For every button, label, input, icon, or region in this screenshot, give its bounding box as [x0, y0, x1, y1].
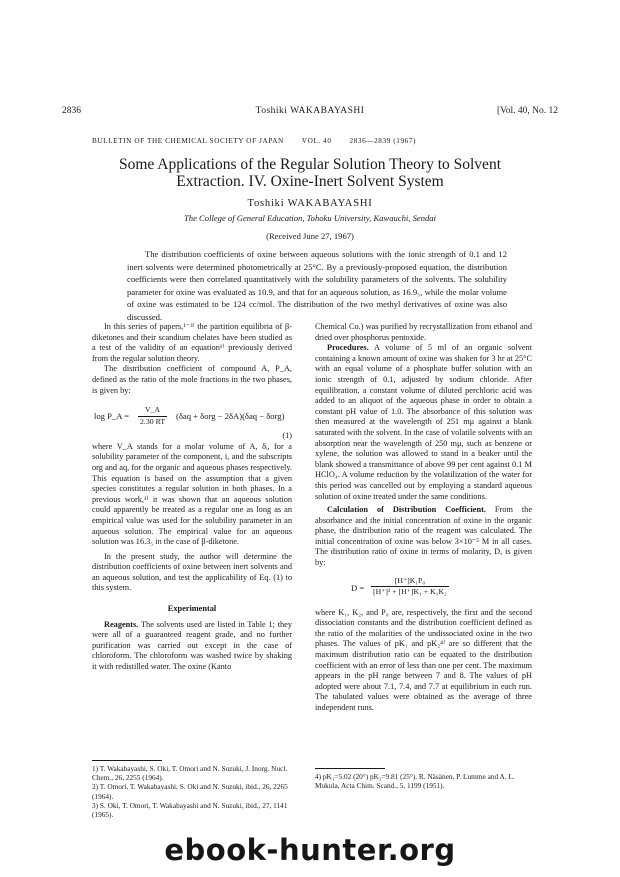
volume-issue: [Vol. 40, No. 12 — [496, 106, 558, 116]
left-column — [92, 322, 292, 673]
title-line-2: Extraction. IV. Oxine-Inert Solvent System — [176, 173, 444, 190]
journal-line — [92, 137, 416, 145]
eq1-fraction — [138, 405, 167, 427]
present-study-paragraph: In the present study, the author will determine the distribution coefficients of oxine between inert solvents and an aqueous solution, and test the applicability of Eq. (1) to this system. — [92, 551, 292, 593]
eq2-lhs: D = — [351, 582, 365, 593]
equation-1 — [92, 405, 292, 429]
journal-volume: VOL. 40 — [301, 137, 332, 145]
equation-2 — [315, 576, 532, 602]
received-date: (Received June 27, 1967) — [266, 231, 354, 241]
reagents-text: The solvents used are listed in Table 1; they were all of a guaranteed reagent grade, and no further purification was carried out except in the case of chloroform. The chloroform was washed twice by shaking it with redistilled water. The oxine (Kanto — [92, 619, 292, 672]
footnote-rule-left — [92, 760, 162, 761]
paper-title — [62, 156, 558, 190]
affiliation: The College of General Education, Tohoku University, Kawauchi, Sendai — [184, 213, 436, 223]
title-line-1: Some Applications of the Regular Solution Theory to Solvent — [118, 156, 501, 173]
where-paragraph: where V_A stands for a molar volume of A, δᵢ, for a solubility parameter of the component, i, and the subscripts org and aq, for the organic and aqueous phases respectively. This equation is based on the assumption that a given species constitutes a regular solution in both phases. In a previous work,¹⁾ it was shown that an aqueous solution could apparently be treated as a regular one as long as an empirical value was used for the solubility parameter in an aqueous solution. The empirical value for an aqueous solution was 16.3₅ in the case of β-diketone. — [92, 441, 292, 547]
left-footnotes — [92, 764, 292, 819]
procedures-label: Procedures. — [327, 343, 369, 353]
eq2-numerator: [H⁺]K₁P₀ — [371, 576, 449, 588]
watermark: ebook-hunter.org — [164, 833, 456, 867]
reagents-label: Reagents. — [104, 619, 139, 629]
eq1-rhs: (δaq + δorg − 2δA)(δaq − δorg) — [176, 411, 285, 422]
eq2-denominator: [H⁺]² + [H⁺]K₁ + K₁K₂ — [373, 587, 447, 597]
calculation-text: From the absorbance and the initial concentration of oxine in the organic phase, the distribution ratio of the reagent was calculated. The initial concentration of oxine was below 3×10⁻⁵ M in all cases. The distribution ratio of oxine in terms of molarity, D, is given by: — [315, 505, 532, 568]
footnote-1: 1) T. Wakabayashi, S. Oki, T. Omori and N. Suzuki, J. Inorg. Nucl. Chem., 26, 2255 (1964). — [92, 764, 288, 783]
continuation-paragraph: Chemical Co.) was purified by recrystallization from ethanol and dried over phosphorus pentoxide. — [315, 322, 532, 342]
eq2-fraction — [371, 576, 449, 598]
eq1-number: (1) — [282, 431, 292, 441]
coefficient-intro-paragraph: The distribution coefficient of compound A, P_A, defined as the ratio of the mole fractions in the two phases, is given by: — [92, 364, 292, 395]
reagents-paragraph — [92, 620, 292, 673]
procedures-text: A volume of 5 ml of an organic solvent containing a known amount of oxine was shaken for 3 hr at 25°C with an equal volume of a phosphate buffer solution with an ionic strength of 0.1, adjusted by sodium chloride. After equilibration, a constant volume of diluted perchloric acid was added to an aliquot of the aqueous phase in order to obtain a constant pH value of 1.0. The absorbance of this solution was then measured at the wavelength of 251 mμ against a blank saturated with the solvent. In the case of volatile solvents with an absorption near the wavelength of 250 mμ, such as benzene or xylene, the solution was allowed to stand in a beaker until the blank showed a transmittance of above 99 per cent against 0.1 M HClO₄. A volume reduction by the volatilization of the water for this period was cancelled out by employing a standard aqueous solution of oxine treated under the same conditions. — [315, 343, 532, 501]
footnote-4: 4) pK₁=5.02 (20°) pK₂=9.81 (25°). R. Näsänen, P. Lumme and A. L. Mukula, Acta Chim. Scand., 5, 1199 (1951). — [315, 772, 515, 791]
right-column — [315, 322, 532, 714]
calculation-label: Calculation of Distribution Coefficient. — [327, 505, 486, 515]
after-equation-paragraph: where K₁, K₂, and P₀ are, respectively, the first and the second dissociation constants and the distribution coefficient defined as the ratio of the molarities of the undissociated oxine in the two phases. The values of pK₁ and pK₂⁴⁾ are so different that the maximum distribution ratio can be equated to the distribution coefficient with an error of less than one per cent. The maximum appears in the pH range between 7 and 8. The values of pH adopted were about 7.1, 7.4, and 7.7 at equilibrium in each run. The tabulated values were obtained as the average of three independent runs. — [315, 607, 532, 712]
running-header — [62, 106, 558, 120]
abstract: The distribution coefficients of oxine between aqueous solutions with the ionic strength of 0.1 and 12 inert solvents were determined photometrically at 25°C. By a previously-proposed equation, the distribution coefficients were then correlated quantitatively with the solubility parameters of the solvents. The solubility parameter for oxine was evaluated as 10.9, and that for an aqueous solution, as 16.9₅, while the molar volume of oxine was estimated to be 124 cc/mol. The distribution of the two methyl derivatives of oxine was also discussed. — [127, 249, 507, 322]
page-number: 2836 — [62, 106, 81, 116]
calculation-paragraph — [315, 505, 532, 569]
footnote-rule-right — [315, 768, 385, 769]
footnote-2: 2) T. Omori, T. Wakabayashi, S. Oki and N. Suzuki, ibid., 26, 2265 (1964). — [92, 782, 288, 801]
procedures-paragraph — [315, 343, 532, 502]
journal-name: BULLETIN OF THE CHEMICAL SOCIETY OF JAPAN — [92, 137, 284, 145]
section-heading-experimental: Experimental — [167, 604, 217, 614]
intro-paragraph: In this series of papers,¹⁻³⁾ the partition equilibria of β-diketones and their scandium chelates have been studied as a test of the validity of an equation¹⁾ previously derived from the regular solution theory. — [92, 322, 292, 363]
eq1-denominator: 2.30 RT — [140, 416, 166, 426]
eq1-lhs: log P_A = — [94, 411, 129, 422]
author-name: Toshiki WAKABAYASHI — [247, 198, 373, 209]
eq1-numerator: V_A — [138, 405, 167, 417]
footnote-3: 3) S. Oki, T. Omori, T. Wakabayashi and N. Suzuki, ibid., 27, 1141 (1965). — [92, 800, 288, 820]
journal-pages: 2836—2839 (1967) — [349, 137, 417, 145]
running-author: Toshiki WAKABAYASHI — [255, 106, 365, 116]
